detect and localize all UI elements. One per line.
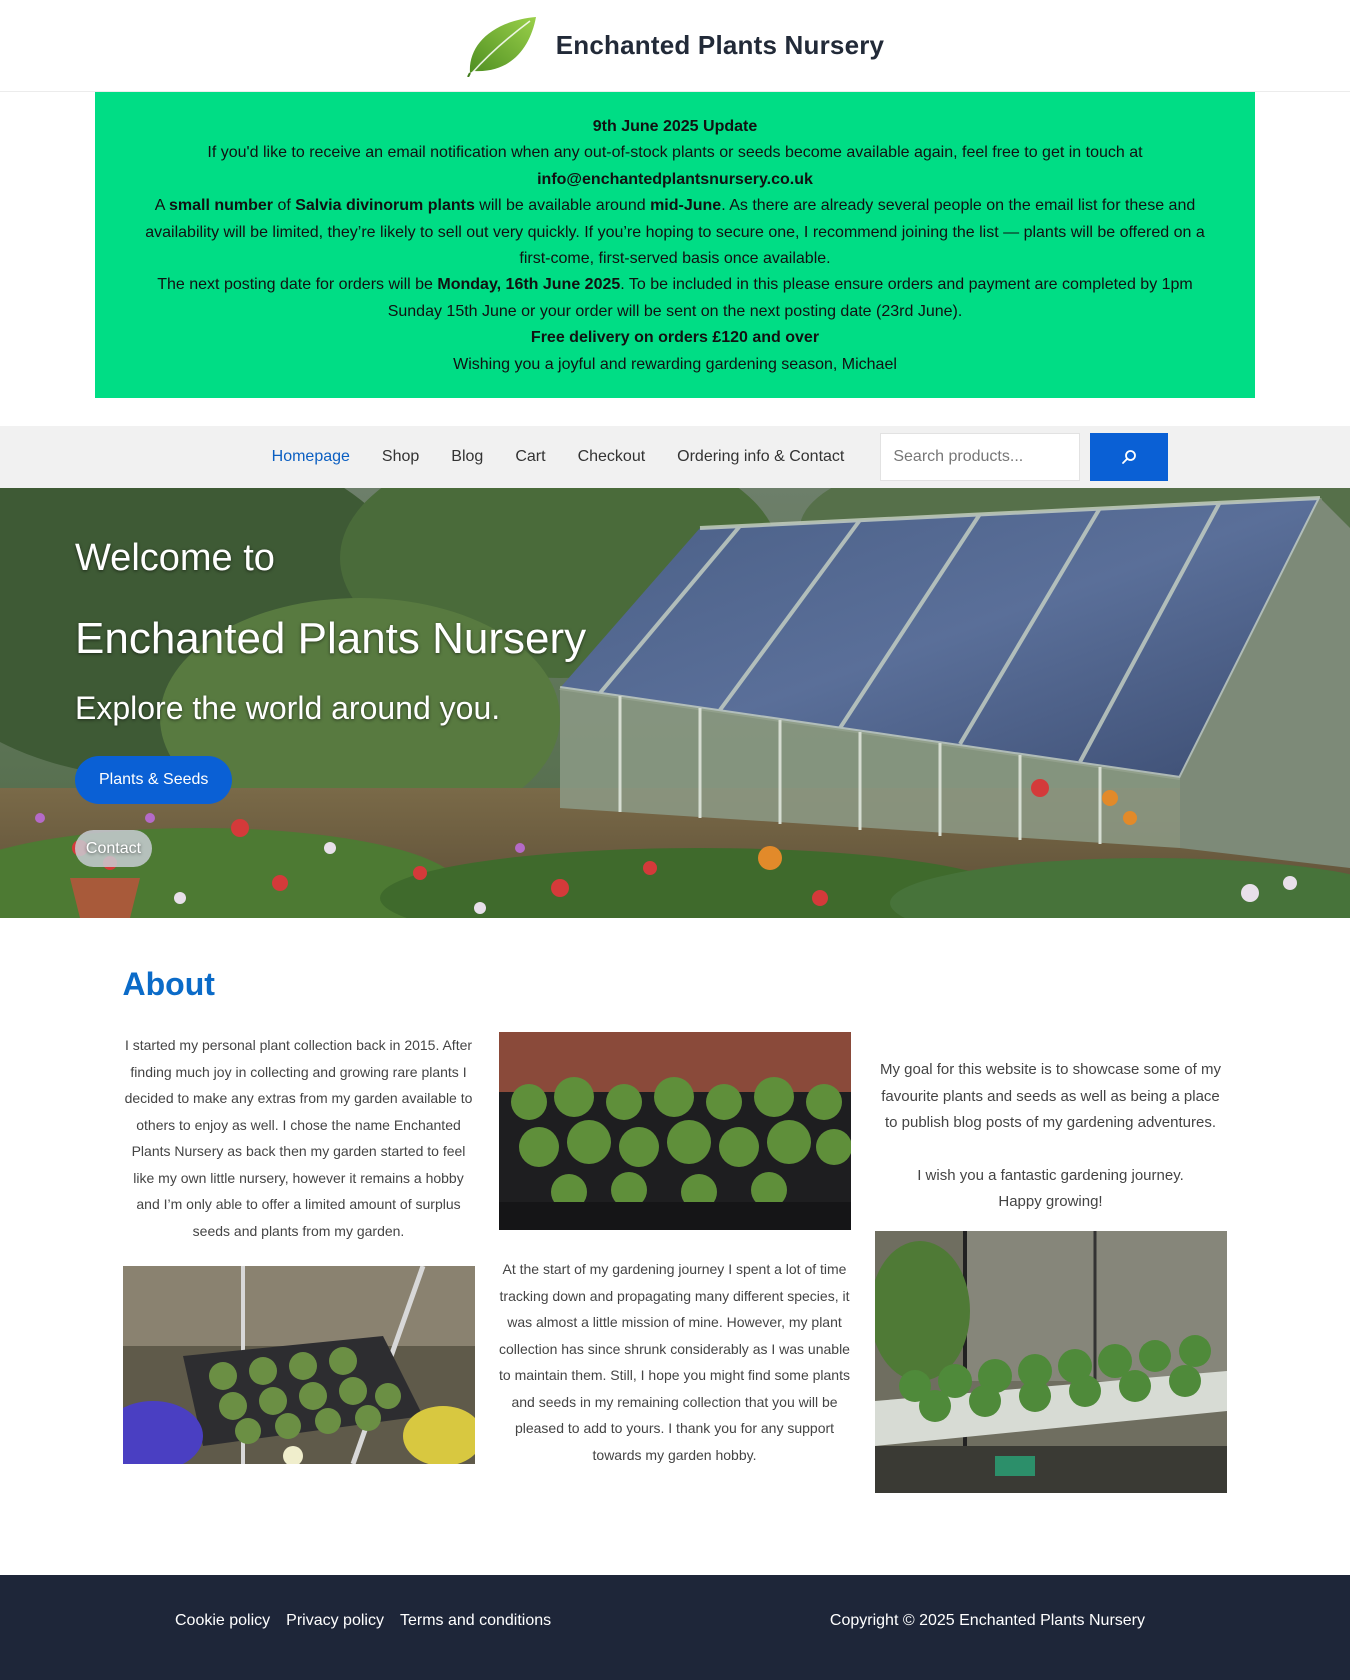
nav-blog[interactable]: Blog xyxy=(451,448,484,466)
hero-section xyxy=(0,488,1350,918)
leaf-icon[interactable] xyxy=(466,15,538,77)
notice-delivery: Free delivery on orders £120 and over xyxy=(530,329,820,347)
about-intro-text: I started my personal plant collection back in 2015. After finding much joy in collecting and growing rare plants I decided to make any extras from my garden available to others to enjoy as well. I chose the name Enchanted Plants Nursery as back then my garden started to feel like my own little nursery, however it remains a hobby and I’m only able to offer a limited amount of surplus seeds and plants from my garden. xyxy=(124,1037,473,1239)
main-nav xyxy=(0,426,1350,488)
notice-salvia: A small number of Salvia divinorum plants will be available around mid-June. As there are already several people on the email list for these and availability will be limited, they’re likely to sell out very quickly. If you’re hoping to secure one, I recommend joining the list — plants will be offered on a first-come, first-served basis once available. xyxy=(145,197,1205,268)
about-wish-text: I wish you a fantastic gardening journey. xyxy=(917,1166,1184,1184)
about-happy-text: Happy growing! xyxy=(998,1192,1103,1210)
email-link[interactable]: info@enchantedplantsnursery.co.uk xyxy=(537,170,813,188)
hero-title: Enchanted Plants Nursery xyxy=(75,614,587,664)
nav-homepage[interactable]: Homepage xyxy=(271,448,350,466)
notice-signoff: Wishing you a joyful and rewarding gardening season, Michael xyxy=(453,355,897,373)
nav-shop[interactable]: Shop xyxy=(381,448,420,466)
about-heading: About xyxy=(122,966,215,1003)
notice-banner xyxy=(95,92,1255,398)
search-form xyxy=(880,433,1168,481)
about-col-3 xyxy=(875,1057,1227,1493)
footer-copyright: Copyright © 2025 Enchanted Plants Nursery xyxy=(829,1612,1145,1629)
privacy-policy-link[interactable]: Privacy policy xyxy=(286,1612,384,1629)
seedling-tray-photo xyxy=(123,1266,475,1464)
notice-line: If you'd like to receive an email notification when any out-of-stock plants or seeds become available again, feel free to get in touch at xyxy=(207,144,1143,162)
terms-link[interactable]: Terms and conditions xyxy=(399,1612,552,1629)
plants-seeds-button[interactable]: Plants & Seeds xyxy=(75,756,232,804)
about-section xyxy=(123,918,1228,1576)
about-journey-text: At the start of my gardening journey I spent a lot of time tracking down and propagating many different species, it was almost a little mission of mine. However, my plant collection has since shrunk considerably as I was unable to maintain them. Still, I hope you might find some plants and seeds in my remaining collection that you will be pleased to add to yours. I thank you for any support towards my garden hobby. xyxy=(499,1261,850,1463)
notice-email xyxy=(135,167,1215,193)
greenhouse-plants-photo xyxy=(875,1231,1227,1493)
hero-subtitle: Explore the world around you. xyxy=(75,690,501,727)
search-icon xyxy=(1121,449,1137,465)
footer-links xyxy=(175,1612,551,1630)
site-footer xyxy=(0,1575,1350,1680)
site-header xyxy=(0,0,1350,92)
about-goal-text: My goal for this website is to showcase some of my favourite plants and seeds as well as being a place to publish blog posts of my gardening adventures. xyxy=(880,1061,1221,1132)
about-col-1 xyxy=(123,1032,475,1464)
seedling-pots-photo xyxy=(499,1032,851,1230)
nav-cart[interactable]: Cart xyxy=(515,448,546,466)
hero-content xyxy=(75,536,586,867)
about-col-2 xyxy=(499,1032,851,1468)
site-title[interactable]: Enchanted Plants Nursery xyxy=(555,30,885,60)
hero-welcome: Welcome to xyxy=(75,537,275,580)
search-input[interactable] xyxy=(880,433,1080,481)
notice-posting: The next posting date for orders will be Monday, 16th June 2025. To be included in this please ensure orders and payment are completed by 1pm Sunday 15th June or your order will be sent on the next posting date (23rd June). xyxy=(157,276,1193,320)
nav-ordering-info[interactable]: Ordering info & Contact xyxy=(677,448,845,466)
contact-button[interactable]: Contact xyxy=(75,830,152,867)
nav-checkout[interactable]: Checkout xyxy=(577,448,646,466)
search-button[interactable] xyxy=(1090,433,1168,481)
cookie-policy-link[interactable]: Cookie policy xyxy=(175,1612,271,1629)
notice-heading: 9th June 2025 Update xyxy=(592,118,758,135)
